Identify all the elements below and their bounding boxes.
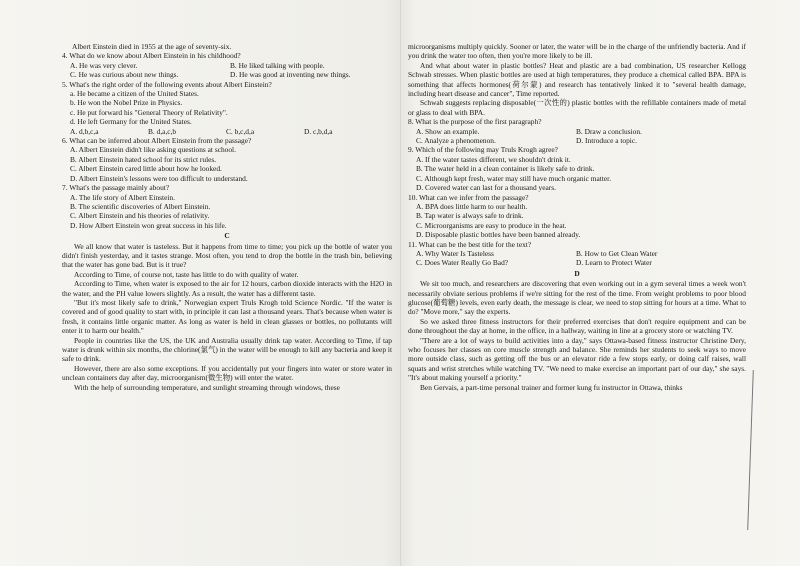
question-4: 4. What do we know about Albert Einstein in his childhood?: [62, 51, 241, 61]
question-6: 6. What can be inferred about Albert Einstein from the passage?: [62, 136, 252, 146]
question-5: 5. What's the right order of the following events about Albert Einstein?: [62, 79, 272, 89]
passage-c-paragraph-4: "But it's most likely safe to drink," Norwegian expert Truls Krogh told Science Nordic. "If the water is covered and of good quality to start with, in principle it can last a thousand years. That's because when water is fresh, it contains little organic matter. As long as water is held in clean glasses or bottles, no pollutants will enter it to harm our health.": [62, 297, 392, 336]
question-10: 10. What can we infer from the passage?: [408, 192, 529, 202]
q6-option-a: A. Albert Einstein didn't like asking questions at school.: [70, 145, 236, 155]
q5-option-a: A. d,b,c,a: [70, 126, 99, 136]
q11-option-c: C. Does Water Really Go Bad?: [416, 258, 509, 268]
section-c-heading: C: [224, 231, 230, 241]
q4-option-d: D. He was good at inventing new things.: [230, 70, 351, 80]
passage-c-paragraph-9: And what about water in plastic bottles? Heat and plastic are a bad combination, US researcher Kellogg Schwab stresses. When plastic bottles are used at high temperatures, they produce a chemical called BPA. BPA is something that affects hormones(荷尔蒙) and research has tentatively linked it to "several health damage, including heart disease and cancer", Time reported.: [408, 60, 746, 99]
q5-option-b: B. d,a,c,b: [148, 126, 177, 136]
q11-options-row1: [408, 249, 746, 258]
passage-c-paragraph-7: With the help of surrounding temperature, and sunlight streaming through windows, these: [74, 382, 340, 392]
q11-option-b: B. How to Get Clean Water: [576, 248, 658, 258]
q5-options: [62, 127, 392, 136]
passage-line: Albert Einstein died in 1955 at the age of seventy-six.: [72, 42, 232, 51]
q6-option-c: C. Albert Einstein cared little about how he looked.: [70, 164, 222, 174]
right-column: [408, 42, 746, 392]
q7-option-c: C. Albert Einstein and his theories of relativity.: [70, 211, 210, 221]
q4-option-a: A. He was very clever.: [70, 60, 138, 70]
q8-option-c: C. Analyze a phenomenon.: [416, 136, 496, 146]
q8-option-a: A. Show an example.: [416, 126, 480, 136]
q9-option-a: A. If the water tastes different, we shouldn't drink it.: [416, 154, 571, 164]
left-column: [62, 42, 392, 392]
passage-d-paragraph-2: So we asked three fitness instructors for their preferred exercises that don't require equipment and can be done throughout the day at home, in the office, in a hallway, waiting in line at a grocery store or watching TV.: [408, 316, 746, 336]
q6-option-b: B. Albert Einstein hated school for its strict rules.: [70, 154, 217, 164]
passage-c-paragraph-6: However, there are also some exceptions. If you accidentally put your fingers into water or store water in unclean containers day after day, microorganism(微生物) will enter the water.: [62, 363, 392, 383]
question-11: 11. What can be the best title for the text?: [408, 239, 532, 249]
passage-c-paragraph-10: Schwab suggests replacing disposable(一次性的) plastic bottles with the refillable containers made of metal or glass to deal with BPA.: [408, 98, 746, 117]
q5-event-a: a. He became a citizen of the United States.: [70, 89, 199, 99]
q7-option-a: A. The life story of Albert Einstein.: [70, 192, 175, 202]
page-gutter: [400, 0, 401, 566]
q4-options-row1: [62, 61, 392, 70]
q8-option-b: B. Draw a conclusion.: [576, 126, 642, 136]
q10-option-a: A. BPA does little harm to our health.: [416, 201, 528, 211]
page-edge-line: [737, 370, 754, 530]
passage-d-paragraph-3: "There are a lot of ways to build activities into a day," says Ottawa-based fitness instructor Christine Dery, who focuses her classes on core muscle strength and balance. She reminds her students to seek ways to move more outside class, such as getting off the bus or an elevator ride a few stops early, or doing calf raises, wall squats and wrist stretches while watching TV. "We need to make exercise an important part of our day," she says. "It's about making yourself a priority.": [408, 335, 746, 383]
passage-c-paragraph-8: microorganisms multiply quickly. Sooner or later, the water will be in the charge of the unfriendly bacteria. And if you drink the water too often, then you're more likely to be ill.: [408, 42, 746, 61]
q4-options-row2: [62, 70, 392, 79]
q4-option-b: B. He liked talking with people.: [230, 60, 325, 70]
q6-option-d: D. Albert Einstein's lessons were too difficult to understand.: [70, 173, 248, 183]
q7-option-d: D. How Albert Einstein won great success in his life.: [70, 220, 227, 230]
q5-event-c: c. He put forward his "General Theory of Relativity".: [70, 107, 228, 117]
q5-option-c: C. b,c,d,a: [226, 126, 255, 136]
q11-option-a: A. Why Water Is Tasteless: [416, 248, 494, 258]
q7-option-b: B. The scientific discoveries of Albert Einstein.: [70, 201, 211, 211]
q4-option-c: C. He was curious about new things.: [70, 70, 179, 80]
q9-option-b: B. The water held in a clean container is likely safe to drink.: [416, 164, 595, 174]
q10-option-b: B. Tap water is always safe to drink.: [416, 211, 524, 221]
q11-option-d: D. Learn to Protect Water: [576, 258, 652, 268]
q5-event-b: b. He won the Nobel Prize in Physics.: [70, 98, 183, 108]
q5-option-d: D. c,b,d,a: [304, 126, 333, 136]
question-9: 9. Which of the following may Truls Krogh agree?: [408, 145, 558, 155]
q8-option-d: D. Introduce a topic.: [576, 136, 637, 146]
passage-c-paragraph-1: We all know that water is tasteless. But it happens from time to time; you pick up the bottle of water you didn't finish yesterday, and it tastes strange. Most often, you tend to drop the bottle in the trash bin, believing that the water has gone bad. But is it true?: [62, 241, 392, 270]
q9-option-d: D. Covered water can last for a thousand years.: [416, 183, 556, 193]
q11-options-row2: [408, 258, 746, 267]
q9-option-c: C. Although kept fresh, water may still have much organic matter.: [416, 173, 612, 183]
section-d-heading: D: [574, 268, 580, 278]
q10-option-d: D. Disposable plastic bottles have been banned already.: [416, 230, 581, 240]
passage-c-paragraph-2: According to Time, of course not, taste has little to do with quality of water.: [74, 269, 299, 279]
q10-option-c: C. Microorganisms are easy to produce in the heat.: [416, 220, 567, 230]
q5-event-d: d. He left Germany for the United States.: [70, 117, 192, 127]
question-7: 7. What's the passage mainly about?: [62, 183, 170, 193]
q8-options-row2: [408, 136, 746, 145]
passage-c-paragraph-5: People in countries like the US, the UK and Australia usually drink tap water. According to Time, if tap water is drunk within six months, the chlorine(氯气) in the water will be enough to kill any bacteria and keep it safe to drink.: [62, 335, 392, 364]
passage-c-paragraph-3: According to Time, when water is exposed to the air for 12 hours, carbon dioxide interacts with the H2O in the water, and the PH value lowers slightly. As a result, the water has a different taste.: [62, 279, 392, 298]
q8-options-row1: [408, 127, 746, 136]
passage-d-paragraph-4: Ben Gervais, a part-time personal trainer and former kung fu instructor in Ottawa, thinks: [420, 382, 683, 392]
passage-d-paragraph-1: We sit too much, and researchers are discovering that even working out in a gym several times a week won't necessarily obviate serious problems if we're sitting for the rest of the time. From weight problems to poor blood glucose(葡萄糖) levels, even early death, the message is clear, we need to stop sitting for hours at a time. What to do? "Move more," say the experts.: [408, 279, 746, 317]
question-8: 8. What is the purpose of the first paragraph?: [408, 117, 542, 127]
